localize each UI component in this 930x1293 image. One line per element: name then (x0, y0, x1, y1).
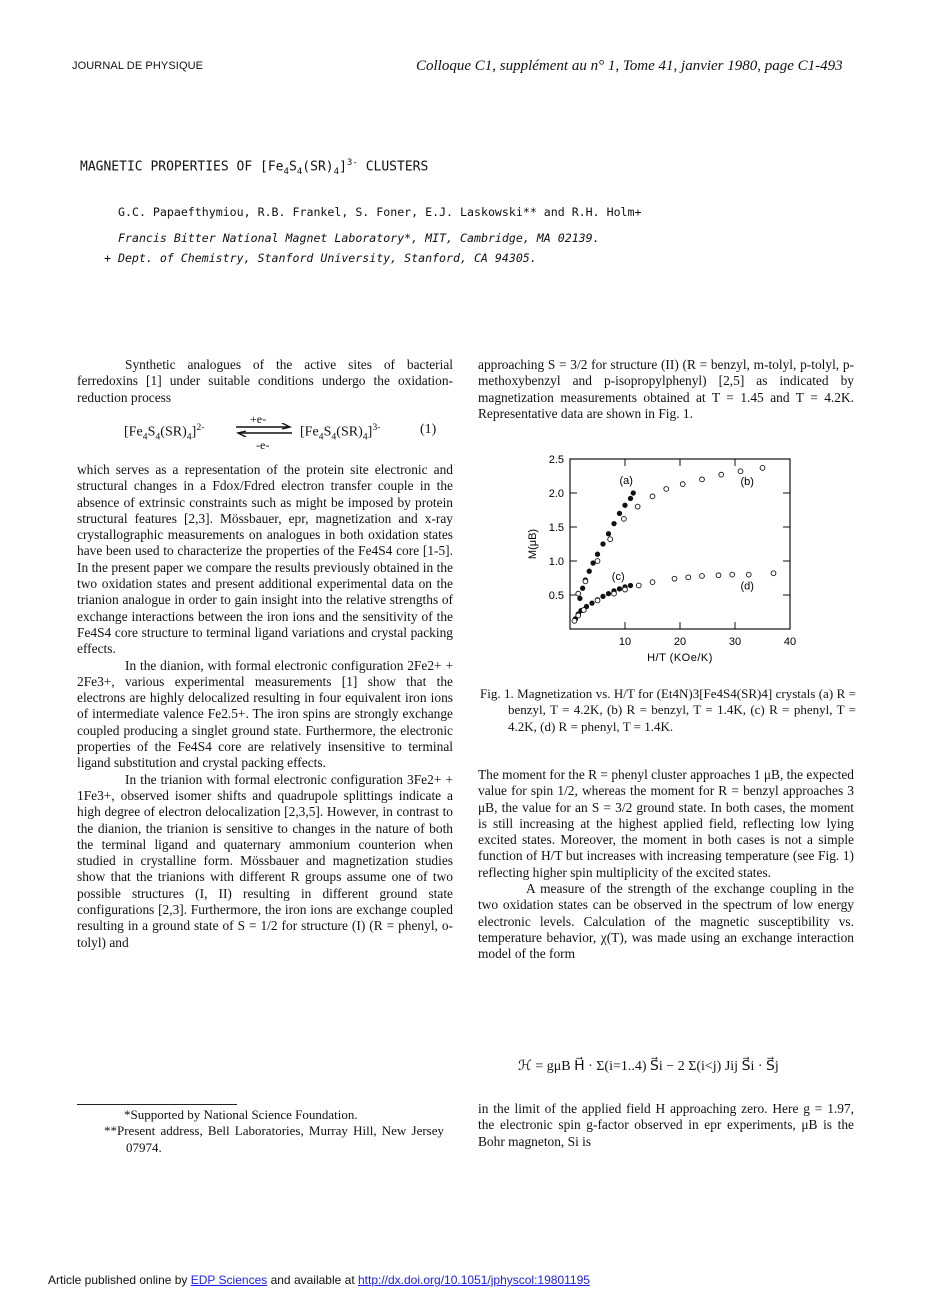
equation-1-lhs: $[Fe_4S_4(SR)_4]^{2-}$ (124, 422, 205, 443)
y-tick-label: 2.0 (548, 488, 564, 500)
journal-name: JOURNAL DE PHYSIQUE (72, 60, 204, 72)
data-point (628, 496, 632, 500)
data-point (580, 586, 584, 590)
data-point (760, 465, 765, 470)
right-column-body (478, 767, 854, 963)
y-tick-label: 0.5 (548, 590, 564, 602)
data-point (700, 477, 705, 482)
data-point (608, 537, 613, 542)
left-paragraph-2: which serves as a representation of the protein site electronic and structural changes in a Fdox/Fdred electron transfer couple in the absence of extrinsic constraints such as might be imposed by protein structural features [2,3]. Mössbauer, epr, magnetization and x-ray crystallographic measurements on analogues in both oxidation states have been used to characterize the properties of the Fe4S4 core [1-5]. In the present paper we compare the results previously obtained in the two oxidation states and present additional experimental data on the trianion analogue in order to gain insight into the relative strengths of exchange interactions between the iron ions and the sensitivity of the Fe4S4 core structure to terminal ligand variations and crystal packing effects. (77, 462, 453, 657)
figure-1 (500, 445, 830, 675)
data-point (719, 472, 724, 477)
right-column-bottom (478, 1101, 854, 1150)
right-paragraph-1: approaching S = 3/2 for structure (II) (R = benzyl, m-tolyl, p-tolyl, p-methoxybenzyl and p-isopropylphenyl) [2,5] as indicated by magnetization measurements obtained at T = 1.45 and T = 4.2K. Representative data are shown in Fig. 1. (478, 357, 854, 421)
data-point (572, 618, 577, 623)
data-point (601, 594, 605, 598)
data-point (628, 583, 632, 587)
data-point (635, 504, 640, 509)
data-point (595, 552, 599, 556)
y-axis-label: M(μB) (527, 528, 539, 560)
citation-line (416, 58, 843, 75)
footer-prefix: Article published online by (48, 1273, 191, 1287)
series-label: (c) (611, 571, 625, 584)
affiliation-2: + Dept. of Chemistry, Stanford University, Stanford, CA 94305. (104, 251, 537, 265)
right-paragraph-4: in the limit of the applied field H approaching zero. Here g = 1.97, the electronic spin g-factor observed in epr experiments, μB is the Bohr magneton, Si is (478, 1101, 854, 1149)
data-point (664, 487, 669, 492)
right-paragraph-3: A measure of the strength of the exchange coupling in the two oxidation states can be observed in the spectrum of low energy electronic levels. Calculation of the magnetic susceptibility vs. temperature behavior, χ(T), was made using an exchange interaction model of the form (478, 881, 854, 962)
data-point (672, 576, 677, 581)
equation-1-bottom: -e- (256, 438, 270, 452)
data-point (771, 571, 776, 576)
y-tick-label: 2.5 (548, 454, 564, 466)
publisher-link[interactable]: EDP Sciences (190, 1273, 268, 1287)
footnote-rule (77, 1104, 237, 1105)
data-point (636, 583, 641, 588)
data-point (606, 591, 610, 595)
data-point (686, 575, 691, 580)
figure-caption (480, 686, 856, 735)
data-point (700, 574, 705, 579)
equation-1-number: (1) (420, 422, 437, 437)
data-point (746, 572, 751, 577)
data-point (587, 569, 591, 573)
data-point (576, 591, 581, 596)
affiliation-1: Francis Bitter National Magnet Laboratory*, MIT, Cambridge, MA 02139. (118, 231, 600, 245)
series-label: (d) (740, 580, 754, 593)
series-label: (b) (740, 475, 754, 488)
left-paragraph-3: In the dianion, with formal electronic configuration 2Fe2+ + 2Fe3+, various experimental measurements [1] show that the electrons are highly delocalized resulting in four equivalent iron ions of intermediate valence Fe2.5+. The iron spins are strongly exchange coupled producing a singlet ground state. Furthermore, the electronic properties of the Fe4S4 core are relatively insensitive to terminal ligand substitution and crystal packing effects. (77, 657, 453, 771)
left-column-body (77, 462, 453, 951)
data-point (578, 596, 582, 600)
data-point (612, 591, 617, 596)
data-point (623, 587, 628, 592)
data-point (650, 580, 655, 585)
data-point (617, 587, 621, 591)
caption-text: Fig. 1. Magnetization vs. H/T for (Et4N)3[Fe4S4(SR)4] crystals (a) R = benzyl, T = 4.2K, (b) R = benzyl, T = 1.4K, (c) R = phenyl, T = 4.2K, (d) R = phenyl, T = 1.4K. (480, 686, 856, 734)
equation-2-text: ℋ = gμB H⃗ · Σ(i=1..4) S⃗i − 2 Σ(i<j) Jij S⃗i · S⃗j (518, 1059, 779, 1074)
data-point (631, 491, 635, 495)
y-tick-label: 1.5 (548, 522, 564, 534)
page-title: MAGNETIC PROPERTIES OF $[Fe_4S_4(SR)_4]^{3-}$ CLUSTERS (80, 158, 429, 177)
author-list: G.C. Papaefthymiou, R.B. Frankel, S. Foner, E.J. Laskowski** and R.H. Holm+ (118, 205, 642, 219)
doi-link[interactable]: http://dx.doi.org/10.1051/jphyscol:19801195 (357, 1273, 590, 1287)
equation-1-top: +e- (250, 412, 267, 426)
series-label: (a) (619, 475, 633, 488)
y-tick-label: 1.0 (548, 556, 564, 568)
data-point (576, 613, 581, 618)
x-tick-label: 40 (783, 636, 797, 648)
data-point (583, 579, 588, 584)
equation-1-rhs: $[Fe_4S_4(SR)_4]^{3-}$ (300, 422, 381, 443)
magnetization-chart (500, 445, 830, 675)
data-point (581, 608, 586, 613)
data-point (590, 601, 594, 605)
footer-middle: and available at (267, 1273, 358, 1287)
data-point (617, 511, 621, 515)
equation-1 (124, 412, 454, 452)
data-point (650, 494, 655, 499)
x-tick-label: 10 (618, 636, 632, 648)
data-point (738, 469, 743, 474)
left-paragraph-4: In the trianion with formal electronic configuration 3Fe2+ + 1Fe3+, observed isomer shifts and quadrupole splittings indicate a high degree of electron delocalization [2,3,5]. However, in contrast to the dianion, the trianion is sensitive to changes in the nature of both the terminal ligand and quaternary ammonium counterion when studied in crystalline form. Mössbauer and magnetization studies show that the trianions with different R groups assume one of two possible structures (I, II) resulting in different ground state configurations [2,3]. Furthermore, the iron ions are exchange coupled resulting in a ground state of S = 1/2 for structure (I) (R = phenyl, o-tolyl) and (77, 771, 453, 950)
equation-2 (518, 1058, 858, 1092)
x-tick-label: 30 (728, 636, 742, 648)
data-point (680, 482, 685, 487)
left-paragraph-1: Synthetic analogues of the active sites of bacterial ferredoxins [1] under suitable conditions undergo the oxidation-reduction process (77, 357, 453, 405)
footnotes (104, 1107, 444, 1156)
data-point (595, 559, 600, 564)
data-point (623, 503, 627, 507)
right-column-top (478, 357, 854, 422)
data-point (606, 532, 610, 536)
data-point (595, 598, 600, 603)
footnote-1: *Supported by National Science Foundation. (124, 1107, 358, 1122)
data-point (622, 516, 627, 521)
right-paragraph-2: The moment for the R = phenyl cluster approaches 1 μB, the expected value for spin 1/2, whereas the moment for R = benzyl approaches 3 μB, the value for an S = 3/2 ground state. In both cases, the moment is still increasing at the highest applied field, reflecting low lying excited states. Moreover, the moment in both cases is not a simple function of H/T but increases with increasing temperature (see Fig. 1) reflecting higher spin multiplicity of the excited states. (478, 767, 854, 880)
data-point (612, 521, 616, 525)
footer-line (48, 1273, 590, 1287)
data-point (601, 542, 605, 546)
data-point (716, 573, 721, 578)
data-point (730, 572, 735, 577)
data-point (591, 561, 595, 565)
x-axis-label: H/T (KOe/K) (647, 652, 713, 664)
citation-text: Colloque C1, supplément au n° 1, Tome 41, janvier 1980, page C1-493 (416, 58, 843, 74)
left-column (77, 357, 453, 406)
x-tick-label: 20 (673, 636, 687, 648)
footnote-2: **Present address, Bell Laboratories, Murray Hill, New Jersey 07974. (104, 1123, 444, 1155)
